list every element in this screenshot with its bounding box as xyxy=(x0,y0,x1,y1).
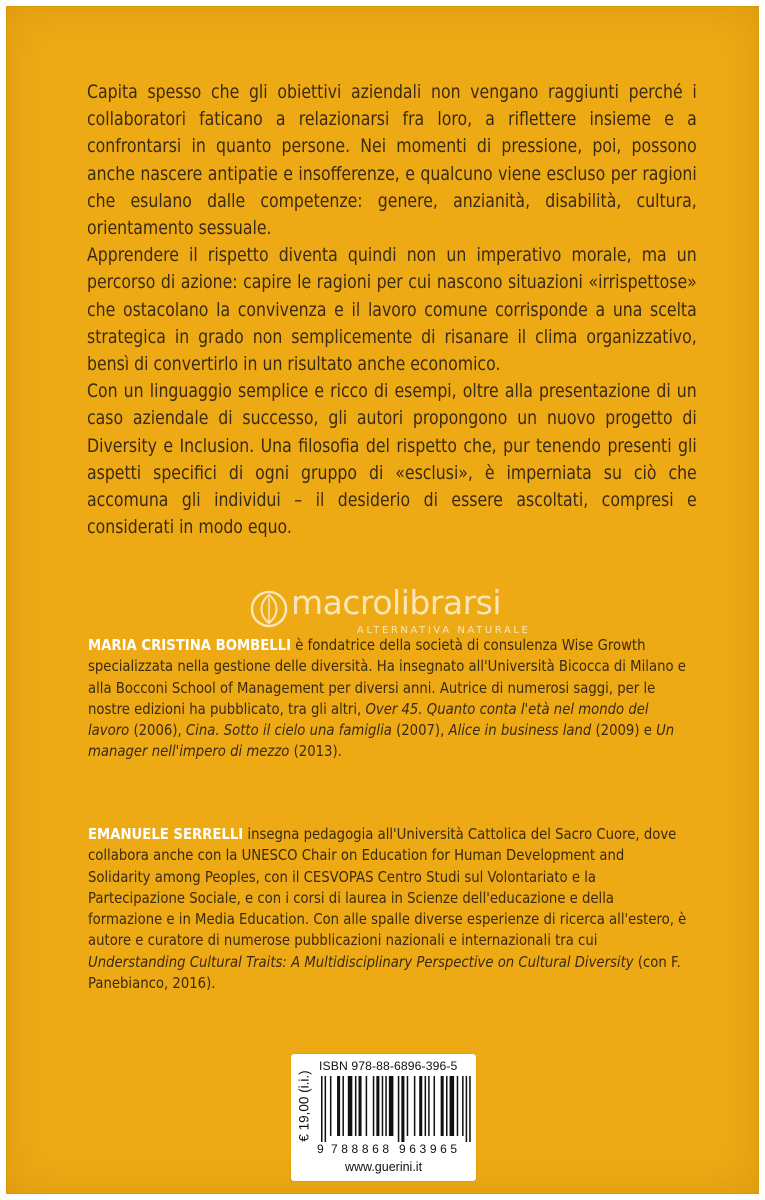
publisher-website: www.guerini.it xyxy=(344,1160,423,1174)
barcode-bar xyxy=(389,1076,394,1136)
barcode-bar xyxy=(398,1076,400,1142)
blurb-paragraph-1: Capita spesso che gli obiettivi aziendali non vengano raggiunti perché i collaboratori faticano a relazionarsi fra loro, a riflettere insieme e a confrontarsi in quanto persone. Nei momenti di pressione, poi, possono anche nascere antipatie e insofferenze, e qualcuno viene escluso per ragioni che esulano dalle competenze: genere, anzianità, disabilità, cultura, orientamento sessuale. xyxy=(87,82,697,240)
book-title: Un manager nell'impero di mezzo xyxy=(88,721,675,761)
barcode-bar xyxy=(321,1076,323,1142)
author-name: MARIA CRISTINA BOMBELLI xyxy=(88,636,292,654)
barcode-bar xyxy=(450,1076,455,1136)
ean-left-group: 788868 xyxy=(331,1142,393,1156)
author-bio-serrelli xyxy=(88,824,690,994)
bio-text: (2006), xyxy=(129,721,186,740)
barcode-bar xyxy=(382,1076,384,1136)
barcode-bar xyxy=(342,1076,344,1136)
barcode-bar xyxy=(366,1076,368,1136)
price-label: € 19,00 (i.i.) xyxy=(296,1070,312,1142)
watermark-name: macrolibrarsi xyxy=(291,583,502,622)
barcode-bar xyxy=(469,1076,471,1142)
bio-text: insegna pedagogia all'Università Cattolica del Sacro Cuore, dove collabora anche con la UNESCO Chair on Education for Human Development and Solidarity among Peoples, con il CESVOPAS Centro Studi sul Volontariato e la Partecipazione Sociale, e con i corsi di laurea in Scienze dell'educazione e della formazione e in Media Education. Con alle spalle diverse esperienze di ricerca all'estero, è autore e curatore di numerose pubblicazioni nazionali e internazionali tra cui xyxy=(88,825,687,950)
barcode-bar xyxy=(466,1076,468,1142)
barcode-bar xyxy=(348,1076,353,1136)
book-back-cover xyxy=(6,6,759,1194)
barcode-bar xyxy=(355,1076,357,1136)
blurb-paragraph-3: Con un linguaggio semplice e ricco di esempi, oltre alla presentazione di un caso aziendale di successo, gli autori propongono un nuovo progetto di Diversity e Inclusion. Una filosofia del rispetto che, pur tenendo presenti gli aspetti specifici di ogni gruppo di «esclusi», è imperniata su ciò che accomuna gli individui – il desiderio di essere ascoltati, compresi e considerati in modo equo. xyxy=(87,381,697,539)
barcode-bar xyxy=(330,1076,332,1136)
barcode-bar xyxy=(359,1076,362,1136)
barcode-bar xyxy=(457,1076,459,1136)
bio-text: (2007), xyxy=(391,721,449,740)
bio-text: (2009) e xyxy=(591,721,657,740)
barcode-bar xyxy=(462,1076,464,1136)
barcode-bars xyxy=(317,1076,472,1142)
barcode-bar xyxy=(407,1076,409,1136)
leaf-logo-icon xyxy=(249,589,289,629)
book-title: Cina. Sotto il cielo una famiglia xyxy=(185,721,392,740)
barcode-bar xyxy=(401,1076,404,1142)
barcode-bar xyxy=(446,1076,448,1136)
blurb-text xyxy=(87,79,697,541)
ean-right-group: 963965 xyxy=(399,1142,461,1156)
book-title: Over 45. Quanto conta l'età nel mondo del lavoro xyxy=(88,699,649,740)
isbn-label: ISBN 978-88-6896-396-5 xyxy=(319,1059,458,1073)
barcode-bar xyxy=(419,1076,422,1136)
ean-first-digit: 9 xyxy=(317,1142,324,1156)
barcode-bar xyxy=(414,1076,416,1136)
bio-text: (con F. Panebianco, 2016). xyxy=(88,952,681,993)
barcode-bar xyxy=(428,1076,430,1136)
barcode-bar xyxy=(434,1076,436,1136)
barcode-bar xyxy=(441,1076,444,1136)
bio-text: (2013). xyxy=(289,742,342,761)
barcode-bar xyxy=(376,1076,379,1136)
book-title: Alice in business land xyxy=(448,721,592,740)
barcode-bar xyxy=(325,1076,327,1142)
bio-text: è fondatrice della società di consulenza Wise Growth specializzata nella gestione delle diversità. Ha insegnato all'Università Bicocca di Milano e alla Bocconi School of Management per diversi anni. Autrice di numerosi saggi, per le nostre edizioni ha pubblicato, tra gli altri, xyxy=(88,636,686,718)
blurb-paragraph-2: Apprendere il rispetto diventa quindi non un imperativo morale, ma un percorso di azione: capire le ragioni per cui nascono situazioni «irrispettose» che ostacolano la convivenza e il lavoro comune corrisponde a una scelta strategica in grado non semplicemente di risanare il clima organizzativo, bensì di convertirlo in un risultato anche economico. xyxy=(87,245,697,376)
barcode-bar xyxy=(385,1076,387,1136)
author-bio-bombelli xyxy=(88,635,690,763)
author-name: EMANUELE SERRELLI xyxy=(88,825,244,843)
barcode-bar xyxy=(373,1076,375,1136)
watermark-tagline: ALTERNATIVA NATURALE xyxy=(357,625,531,636)
barcode-bar xyxy=(425,1076,427,1136)
book-title: Understanding Cultural Traits: A Multidisciplinary Perspective on Cultural Diversity xyxy=(88,952,634,971)
barcode-panel xyxy=(291,1054,476,1181)
barcode-bar xyxy=(337,1076,340,1136)
